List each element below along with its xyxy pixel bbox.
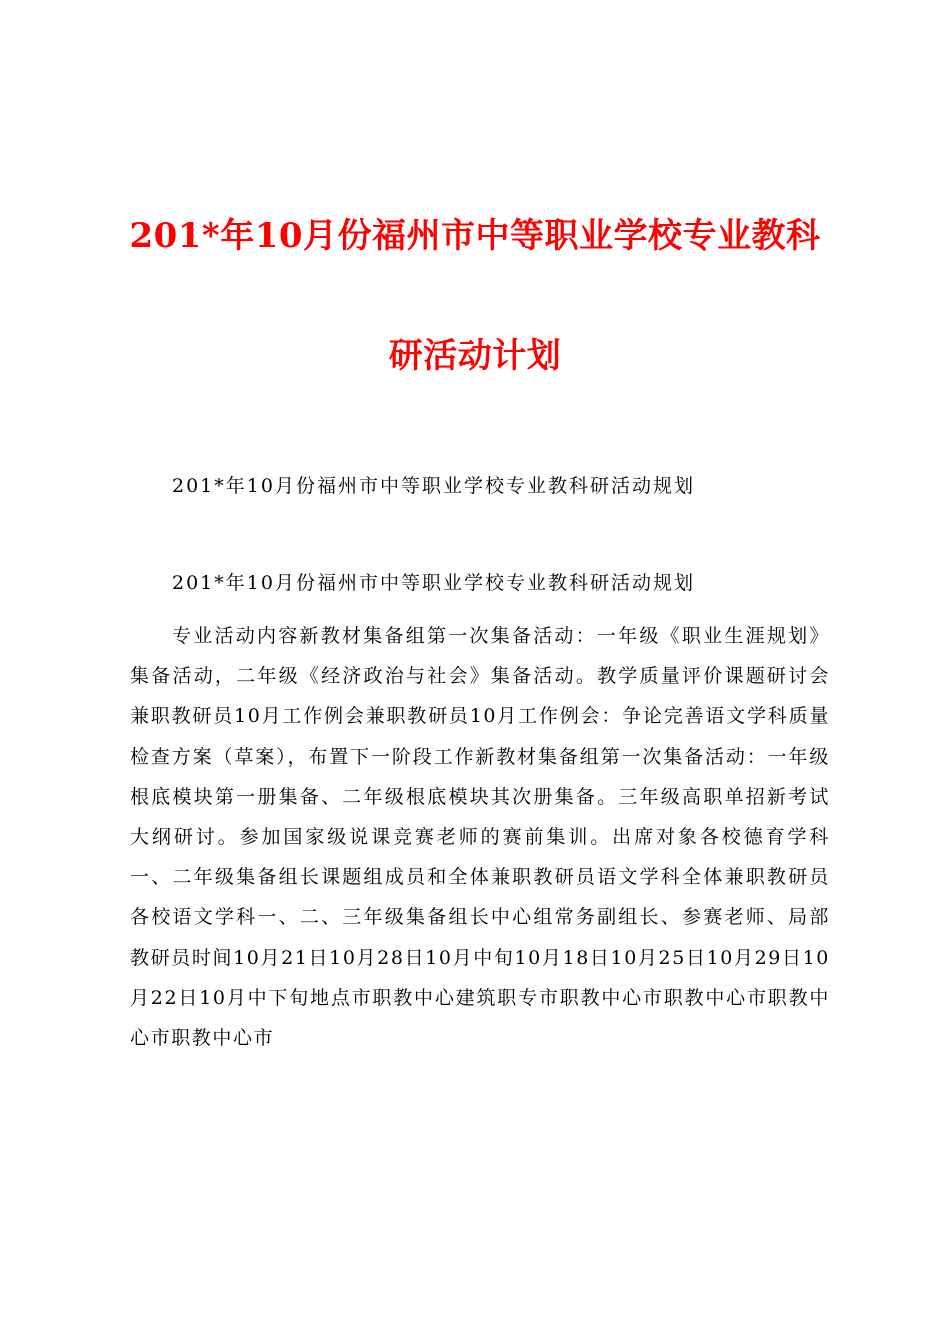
document-title-line-1: 201*年10月份福州市中等职业学校专业教科 (129, 216, 821, 256)
document-subtitle-1: 201*年10月份福州市中等职业学校专业教科研活动规划 (172, 475, 695, 497)
document-subtitle-2: 201*年10月份福州市中等职业学校专业教科研活动规划 (172, 572, 695, 594)
document-body-paragraph: 专业活动内容新教材集备组第一次集备活动：一年级《职业生涯规划》集备活动，二年级《经济政治与社会》集备活动。教学质量评价课题研讨会兼职教研员10月工作例会兼职教研员10月工作例会：争论完善语文学科质量检查方案（草案），布置下一阶段工作新教材集备组第一次集备活动：一年级根底模块第一册集备、二年级根底模块其次册集备。三年级高职单招新考试大纲研讨。参加国家级说课竞赛老师的赛前集训。出席对象各校德育学科一、二年级集备组长课题组成员和全体兼职教研员语文学科全体兼职教研员各校语文学科一、二、三年级集备组长中心组常务副组长、参赛老师、局部教研员时间10月21日10月28日10月中旬10月18日10月25日10月29日10月22日10月中下旬地点市职教中心建筑职专市职教中心市职教中心市职教中心市职教中心市 (130, 625, 830, 1050)
document-title-line-2: 研活动计划 (388, 336, 562, 376)
